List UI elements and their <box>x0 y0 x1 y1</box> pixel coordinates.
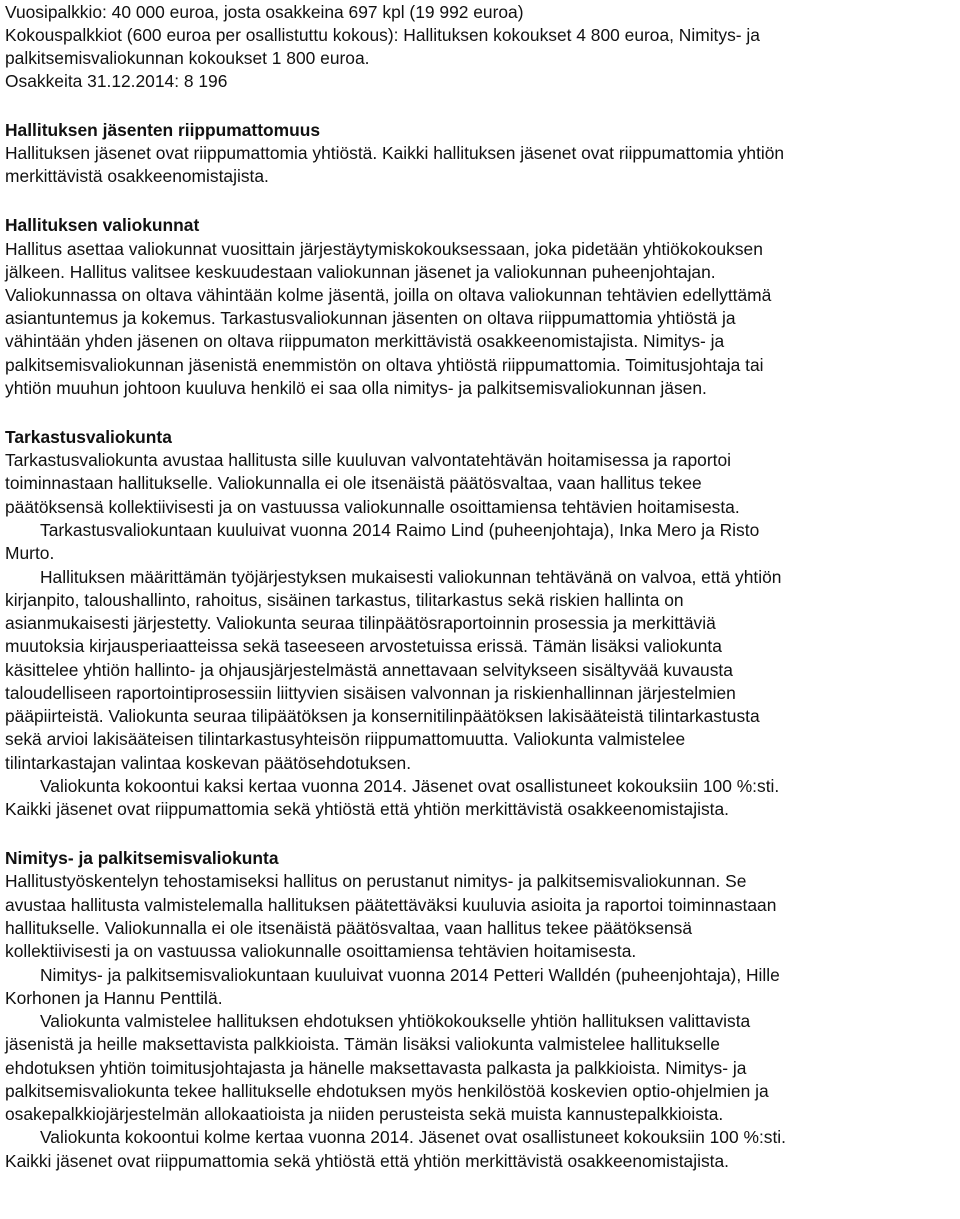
text-line: Valiokunta kokoontui kolme kertaa vuonna 2014. Jäsenet ovat osallistuneet kokouksiin 100 %:sti. <box>40 1127 786 1147</box>
text-line: ehdotuksen yhtiön toimitusjohtajasta ja hänelle maksettavasta palkasta ja palkkioista. Nimitys- ja <box>5 1058 747 1078</box>
text-line: palkitsemisvaliokunta tekee hallitukselle ehdotuksen myös henkilöstöä koskevien optio-ohjelmien ja <box>5 1081 769 1101</box>
text-line: kirjanpito, taloushallinto, rahoitus, sisäinen tarkastus, tilitarkastus sekä riskien hallinta on <box>5 590 684 610</box>
text-line: Tarkastusvaliokuntaan kuuluivat vuonna 2014 Raimo Lind (puheenjohtaja), Inka Mero ja Risto <box>40 520 760 540</box>
text-line: käsittelee yhtiön hallinto- ja ohjausjärjestelmästä annettavaan selvitykseen sisältyvää kuvausta <box>5 660 733 680</box>
text-line: jälkeen. Hallitus valitsee keskuudestaan valiokunnan jäsenet ja valiokunnan puheenjohtajan. <box>5 262 716 282</box>
text-line: Murto. <box>5 543 55 563</box>
text-line: taloudelliseen raportointiprosessiin liittyvien sisäisen valvonnan ja riskienhallinnan järjestelmien <box>5 683 736 703</box>
text-line: toiminnastaan hallitukselle. Valiokunnalla ei ole itsenäistä päätösvaltaa, vaan hallitus tekee <box>5 473 702 493</box>
text-line: päätöksensä kollektiivisesti ja on vastuussa valiokunnalle osoittamiensa tehtävien hoitamisesta. <box>5 497 740 517</box>
text-line: yhtiön muuhun johtoon kuuluva henkilö ei saa olla nimitys- ja palkitsemisvaliokunnan jäsen. <box>5 378 707 398</box>
text-line: Osakkeita 31.12.2014: 8 196 <box>5 71 228 91</box>
text-line: muutoksia kirjausperiaatteissa sekä taseeseen arvostetuissa erissä. Tämän lisäksi valiokunta <box>5 636 722 656</box>
text-line: Korhonen ja Hannu Penttilä. <box>5 988 223 1008</box>
section-heading: Tarkastusvaliokunta <box>5 427 172 447</box>
text-line: Valiokunnassa on oltava vähintään kolme jäsentä, joilla on oltava valiokunnan tehtävien edellyttämä <box>5 285 772 305</box>
text-line: Nimitys- ja palkitsemisvaliokuntaan kuuluivat vuonna 2014 Petteri Walldén (puheenjohtaja), Hille <box>40 965 780 985</box>
text-line: hallitukselle. Valiokunnalla ei ole itsenäistä päätösvaltaa, vaan hallitus tekee päätöksensä <box>5 918 693 938</box>
text-line: merkittävistä osakkeenomistajista. <box>5 166 269 186</box>
text-line: avustaa hallitusta valmistelemalla hallituksen päätettäväksi kuuluvia asioita ja raportoi toiminnastaan <box>5 895 777 915</box>
text-line: vähintään yhden jäsenen on oltava riippumaton merkittävistä osakkeenomistajista. Nimitys- ja <box>5 331 725 351</box>
text-line: osakepalkkiojärjestelmän allokaatioista ja niiden perusteista sekä muista kannustepalkkioista. <box>5 1104 724 1124</box>
text-line: asiantuntemus ja kokemus. Tarkastusvaliokunnan jäsenten on oltava riippumattomia yhtiöstä ja <box>5 308 736 328</box>
text-line: jäsenistä ja heille maksettavista palkkioista. Tämän lisäksi valiokunta valmistelee hallitukselle <box>5 1034 720 1054</box>
text-line: asianmukaisesti järjestetty. Valiokunta seuraa tilinpäätösraportoinnin prosessia ja merkittäviä <box>5 613 716 633</box>
text-line: Hallitustyöskentelyn tehostamiseksi hallitus on perustanut nimitys- ja palkitsemisvaliokunnan. Se <box>5 871 747 891</box>
text-line: Valiokunta valmistelee hallituksen ehdotuksen yhtiökokoukselle yhtiön hallituksen valittavista <box>40 1011 751 1031</box>
section-heading: Hallituksen jäsenten riippumattomuus <box>5 120 321 140</box>
text-line: Hallituksen jäsenet ovat riippumattomia yhtiöstä. Kaikki hallituksen jäsenet ovat riippumattomia yhtiön <box>5 143 785 163</box>
text-line: Hallitus asettaa valiokunnat vuosittain järjestäytymiskokouksessaan, joka pidetään yhtiökokouksen <box>5 239 763 259</box>
text-line: Kaikki jäsenet ovat riippumattomia sekä yhtiöstä että yhtiön merkittävistä osakkeenomistajista. <box>5 799 729 819</box>
text-line: Kaikki jäsenet ovat riippumattomia sekä yhtiöstä että yhtiön merkittävistä osakkeenomistajista. <box>5 1151 729 1171</box>
text-line: sekä arvioi lakisääteisen tilintarkastusyhteisön riippumattomuutta. Valiokunta valmistelee <box>5 729 686 749</box>
text-line: palkitsemisvaliokunnan jäsenistä enemmistön on oltava yhtiöstä riippumattomia. Toimitusjohtaja tai <box>5 355 764 375</box>
text-line: Kokouspalkkiot (600 euroa per osallistuttu kokous): Hallituksen kokoukset 4 800 euroa, Nimitys- ja <box>5 25 760 45</box>
text-line: pääpiirteistä. Valiokunta seuraa tilipäätöksen ja konsernitilinpäätöksen lakisääteistä tilintarkastusta <box>5 706 760 726</box>
text-line: Vuosipalkkio: 40 000 euroa, josta osakkeina 697 kpl (19 992 euroa) <box>5 2 524 22</box>
text-line: Tarkastusvaliokunta avustaa hallitusta sille kuuluvan valvontatehtävän hoitamisessa ja raportoi <box>5 450 731 470</box>
text-line: kollektiivisesti ja on vastuussa valiokunnalle osoittamiensa tehtävien hoitamisesta. <box>5 941 637 961</box>
text-line: tilintarkastajan valintaa koskevan päätösehdotuksen. <box>5 753 412 773</box>
text-line: Hallituksen määrittämän työjärjestyksen mukaisesti valiokunnan tehtävänä on valvoa, että yhtiön <box>40 567 782 587</box>
section-heading: Nimitys- ja palkitsemisvaliokunta <box>5 848 279 868</box>
section-heading: Hallituksen valiokunnat <box>5 215 200 235</box>
text-line: palkitsemisvaliokunnan kokoukset 1 800 euroa. <box>5 48 370 68</box>
text-line: Valiokunta kokoontui kaksi kertaa vuonna 2014. Jäsenet ovat osallistuneet kokouksiin 100 %:sti. <box>40 776 780 796</box>
